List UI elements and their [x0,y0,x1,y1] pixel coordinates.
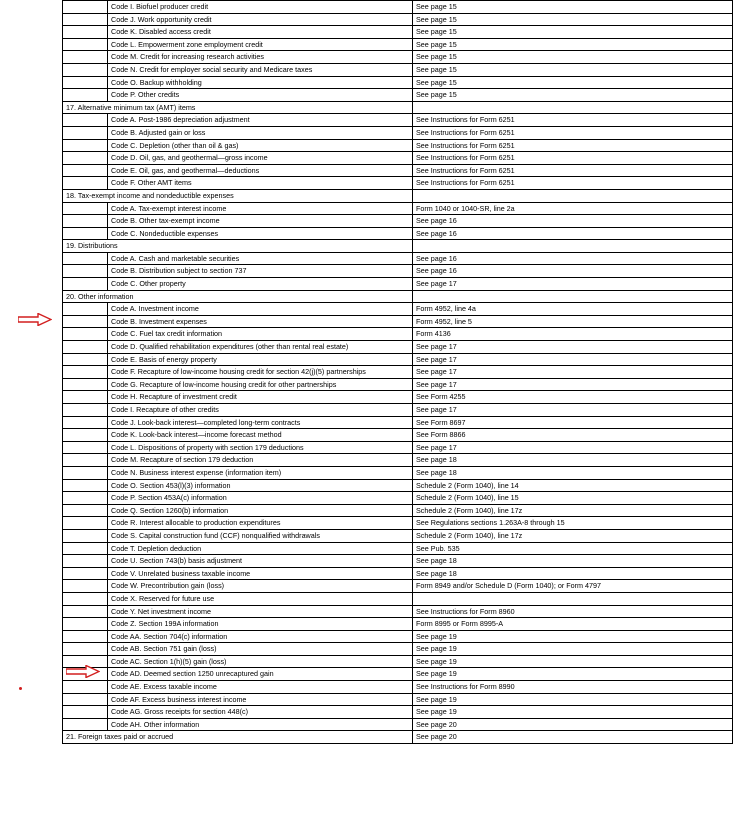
code-description-cell: Code B. Investment expenses [108,315,413,328]
code-description-cell: Code AD. Deemed section 1250 unrecaptured gain [108,668,413,681]
table-row [63,643,733,656]
code-description-cell: Code P. Section 453A(c) information [108,492,413,505]
code-description-cell: Code O. Backup withholding [108,76,413,89]
code-description-cell: Code L. Empowerment zone employment credit [108,38,413,51]
code-description-cell: Code N. Business interest expense (information item) [108,466,413,479]
row-indent-cell [63,328,108,341]
code-description-cell: Code B. Distribution subject to section 737 [108,265,413,278]
row-indent-cell [63,114,108,127]
row-indent-cell [63,605,108,618]
row-indent-cell [63,529,108,542]
code-description-cell: Code O. Section 453(l)(3) information [108,479,413,492]
row-indent-cell [63,164,108,177]
row-indent-cell [63,391,108,404]
table-row [63,252,733,265]
code-description-cell: Code AE. Excess taxable income [108,681,413,694]
report-on-cell: See page 15 [413,76,733,89]
table-row [63,152,733,165]
report-on-cell: See Form 8866 [413,429,733,442]
table-row [63,542,733,555]
code-description-cell: Code AG. Gross receipts for section 448(c) [108,706,413,719]
report-on-cell: Form 4952, line 4a [413,303,733,316]
row-indent-cell [63,366,108,379]
table-row [63,479,733,492]
row-indent-cell [63,706,108,719]
table-row [63,681,733,694]
row-indent-cell [63,404,108,417]
table-row [63,592,733,605]
code-description-cell: Code J. Work opportunity credit [108,13,413,26]
code-description-cell: Code AA. Section 704(c) information [108,630,413,643]
table-row [63,567,733,580]
code-description-cell: Code B. Adjusted gain or loss [108,126,413,139]
report-on-cell: See page 15 [413,89,733,102]
red-dot-marker [19,687,22,690]
row-indent-cell [63,492,108,505]
table-row [63,164,733,177]
code-description-cell: Code C. Depletion (other than oil & gas) [108,139,413,152]
code-description-cell: Code F. Recapture of low-income housing credit for section 42(j)(5) partnerships [108,366,413,379]
table-row [63,278,733,291]
table-row [63,13,733,26]
section-heading-cell: 20. Other information [63,290,413,303]
table-row [63,240,733,253]
report-on-cell: Form 8949 and/or Schedule D (Form 1040); or Form 4797 [413,580,733,593]
report-on-cell: See page 19 [413,655,733,668]
table-row [63,466,733,479]
report-on-cell: See Instructions for Form 6251 [413,164,733,177]
section-heading-cell: 21. Foreign taxes paid or accrued [63,731,413,744]
code-description-cell: Code B. Other tax-exempt income [108,215,413,228]
table-row [63,441,733,454]
table-row [63,618,733,631]
table-row [63,693,733,706]
table-row [63,202,733,215]
table-row [63,529,733,542]
code-description-cell: Code K. Disabled access credit [108,26,413,39]
report-on-cell: See page 15 [413,13,733,26]
report-on-cell: Schedule 2 (Form 1040), line 14 [413,479,733,492]
report-on-cell: See Instructions for Form 8990 [413,681,733,694]
table-row [63,718,733,731]
report-on-cell: See page 18 [413,454,733,467]
row-indent-cell [63,542,108,555]
report-on-cell [413,240,733,253]
code-description-cell: Code M. Recapture of section 179 deduction [108,454,413,467]
table-row [63,139,733,152]
report-on-cell: See page 19 [413,630,733,643]
code-description-cell: Code A. Cash and marketable securities [108,252,413,265]
row-indent-cell [63,252,108,265]
row-indent-cell [63,580,108,593]
row-indent-cell [63,504,108,517]
table-row [63,177,733,190]
report-on-cell: See Instructions for Form 8960 [413,605,733,618]
section-heading-cell: 19. Distributions [63,240,413,253]
row-indent-cell [63,681,108,694]
code-description-cell: Code I. Biofuel producer credit [108,1,413,14]
table-row [63,290,733,303]
report-on-cell: See page 15 [413,38,733,51]
table-row [63,1,733,14]
report-on-cell: See page 19 [413,668,733,681]
report-on-cell: See page 17 [413,278,733,291]
section-heading-cell: 17. Alternative minimum tax (AMT) items [63,101,413,114]
report-on-cell: See page 17 [413,441,733,454]
code-description-cell: Code U. Section 743(b) basis adjustment [108,555,413,568]
section-heading-cell: 18. Tax-exempt income and nondeductible expenses [63,189,413,202]
code-description-cell: Code P. Other credits [108,89,413,102]
table-row [63,126,733,139]
row-indent-cell [63,454,108,467]
table-row [63,517,733,530]
row-indent-cell [63,567,108,580]
table-row [63,731,733,744]
row-indent-cell [63,26,108,39]
code-description-cell: Code AF. Excess business interest income [108,693,413,706]
table-row [63,26,733,39]
report-on-cell: See Form 8697 [413,416,733,429]
code-description-cell: Code C. Fuel tax credit information [108,328,413,341]
code-description-cell: Code X. Reserved for future use [108,592,413,605]
table-row [63,416,733,429]
code-description-cell: Code D. Oil, gas, and geothermal—gross income [108,152,413,165]
table-row [63,655,733,668]
report-on-cell: Schedule 2 (Form 1040), line 17z [413,529,733,542]
table-row [63,555,733,568]
report-on-cell: Form 8995 or Form 8995-A [413,618,733,631]
report-on-cell: See Pub. 535 [413,542,733,555]
report-on-cell: See page 18 [413,466,733,479]
row-indent-cell [63,202,108,215]
report-on-cell: See page 20 [413,718,733,731]
table-row [63,63,733,76]
report-on-cell: See page 17 [413,378,733,391]
row-indent-cell [63,341,108,354]
report-on-cell: See page 18 [413,567,733,580]
report-on-cell: See page 17 [413,404,733,417]
table-row [63,89,733,102]
row-indent-cell [63,479,108,492]
code-description-cell: Code D. Qualified rehabilitation expenditures (other than rental real estate) [108,341,413,354]
row-indent-cell [63,76,108,89]
row-indent-cell [63,152,108,165]
report-on-cell: See Instructions for Form 6251 [413,177,733,190]
code-description-cell: Code E. Oil, gas, and geothermal—deductions [108,164,413,177]
row-indent-cell [63,278,108,291]
arrow-marker-other-information [18,313,52,326]
row-indent-cell [63,668,108,681]
code-description-cell: Code E. Basis of energy property [108,353,413,366]
report-on-cell: See page 17 [413,366,733,379]
report-on-cell: See Instructions for Form 6251 [413,152,733,165]
table-row [63,429,733,442]
table-row [63,189,733,202]
row-indent-cell [63,139,108,152]
code-description-cell: Code C. Nondeductible expenses [108,227,413,240]
table-row [63,366,733,379]
k1-codes-table [62,0,733,744]
report-on-cell: Schedule 2 (Form 1040), line 15 [413,492,733,505]
report-on-cell: See page 19 [413,643,733,656]
table-row [63,391,733,404]
table-row [63,114,733,127]
table-row [63,668,733,681]
table-row [63,580,733,593]
report-on-cell: Form 4952, line 5 [413,315,733,328]
code-description-cell: Code Q. Section 1260(b) information [108,504,413,517]
code-description-cell: Code W. Precontribution gain (loss) [108,580,413,593]
row-indent-cell [63,13,108,26]
row-indent-cell [63,126,108,139]
row-indent-cell [63,429,108,442]
row-indent-cell [63,655,108,668]
code-description-cell: Code H. Recapture of investment credit [108,391,413,404]
code-description-cell: Code S. Capital construction fund (CCF) nonqualified withdrawals [108,529,413,542]
report-on-cell: See page 17 [413,341,733,354]
row-indent-cell [63,718,108,731]
code-description-cell: Code R. Interest allocable to production expenditures [108,517,413,530]
report-on-cell: See page 18 [413,555,733,568]
row-indent-cell [63,441,108,454]
table-row [63,76,733,89]
row-indent-cell [63,416,108,429]
table-row [63,492,733,505]
report-on-cell [413,189,733,202]
table-row [63,38,733,51]
table-row [63,353,733,366]
code-description-cell: Code AC. Section 1(h)(5) gain (loss) [108,655,413,668]
report-on-cell: Schedule 2 (Form 1040), line 17z [413,504,733,517]
row-indent-cell [63,630,108,643]
table-row [63,378,733,391]
table-row [63,265,733,278]
report-on-cell: Form 1040 or 1040-SR, line 2a [413,202,733,215]
report-on-cell: See page 15 [413,1,733,14]
report-on-cell: See page 15 [413,63,733,76]
code-description-cell: Code A. Investment income [108,303,413,316]
row-indent-cell [63,315,108,328]
row-indent-cell [63,466,108,479]
table-row [63,215,733,228]
report-on-cell [413,101,733,114]
report-on-cell: See page 20 [413,731,733,744]
code-description-cell: Code K. Look-back interest—income forecast method [108,429,413,442]
report-on-cell: See Regulations sections 1.263A-8 through 15 [413,517,733,530]
report-on-cell: Form 4136 [413,328,733,341]
report-on-cell: See Instructions for Form 6251 [413,139,733,152]
row-indent-cell [63,63,108,76]
row-indent-cell [63,693,108,706]
code-description-cell: Code A. Tax-exempt interest income [108,202,413,215]
code-description-cell: Code J. Look-back interest—completed long-term contracts [108,416,413,429]
code-description-cell: Code V. Unrelated business taxable income [108,567,413,580]
report-on-cell: See page 19 [413,693,733,706]
row-indent-cell [63,555,108,568]
row-indent-cell [63,517,108,530]
report-on-cell [413,592,733,605]
row-indent-cell [63,1,108,14]
row-indent-cell [63,89,108,102]
table-row [63,315,733,328]
table-row [63,706,733,719]
row-indent-cell [63,38,108,51]
row-indent-cell [63,227,108,240]
report-on-cell: See page 16 [413,252,733,265]
table-row [63,303,733,316]
report-on-cell: See Instructions for Form 6251 [413,126,733,139]
table-row [63,605,733,618]
row-indent-cell [63,177,108,190]
row-indent-cell [63,618,108,631]
row-indent-cell [63,265,108,278]
row-indent-cell [63,378,108,391]
row-indent-cell [63,353,108,366]
code-description-cell: Code A. Post-1986 depreciation adjustment [108,114,413,127]
code-description-cell: Code AH. Other information [108,718,413,731]
row-indent-cell [63,643,108,656]
report-on-cell: See Form 4255 [413,391,733,404]
row-indent-cell [63,592,108,605]
report-on-cell: See page 15 [413,51,733,64]
code-description-cell: Code T. Depletion deduction [108,542,413,555]
report-on-cell: See page 19 [413,706,733,719]
report-on-cell: See Instructions for Form 6251 [413,114,733,127]
code-description-cell: Code C. Other property [108,278,413,291]
table-row [63,341,733,354]
table-row [63,51,733,64]
report-on-cell: See page 16 [413,215,733,228]
code-description-cell: Code AB. Section 751 gain (loss) [108,643,413,656]
code-description-cell: Code Y. Net investment income [108,605,413,618]
code-description-cell: Code Z. Section 199A information [108,618,413,631]
report-on-cell: See page 16 [413,265,733,278]
code-description-cell: Code M. Credit for increasing research activities [108,51,413,64]
report-on-cell: See page 15 [413,26,733,39]
table-row [63,454,733,467]
code-description-cell: Code I. Recapture of other credits [108,404,413,417]
table-body [63,1,733,744]
row-indent-cell [63,303,108,316]
report-on-cell: See page 17 [413,353,733,366]
code-description-cell: Code F. Other AMT items [108,177,413,190]
code-description-cell: Code N. Credit for employer social security and Medicare taxes [108,63,413,76]
code-description-cell: Code L. Dispositions of property with section 179 deductions [108,441,413,454]
table-row [63,404,733,417]
table-row [63,227,733,240]
table-row [63,630,733,643]
row-indent-cell [63,51,108,64]
code-description-cell: Code G. Recapture of low-income housing credit for other partnerships [108,378,413,391]
table-row [63,101,733,114]
report-on-cell: See page 16 [413,227,733,240]
table-row [63,504,733,517]
table-row [63,328,733,341]
row-indent-cell [63,215,108,228]
report-on-cell [413,290,733,303]
